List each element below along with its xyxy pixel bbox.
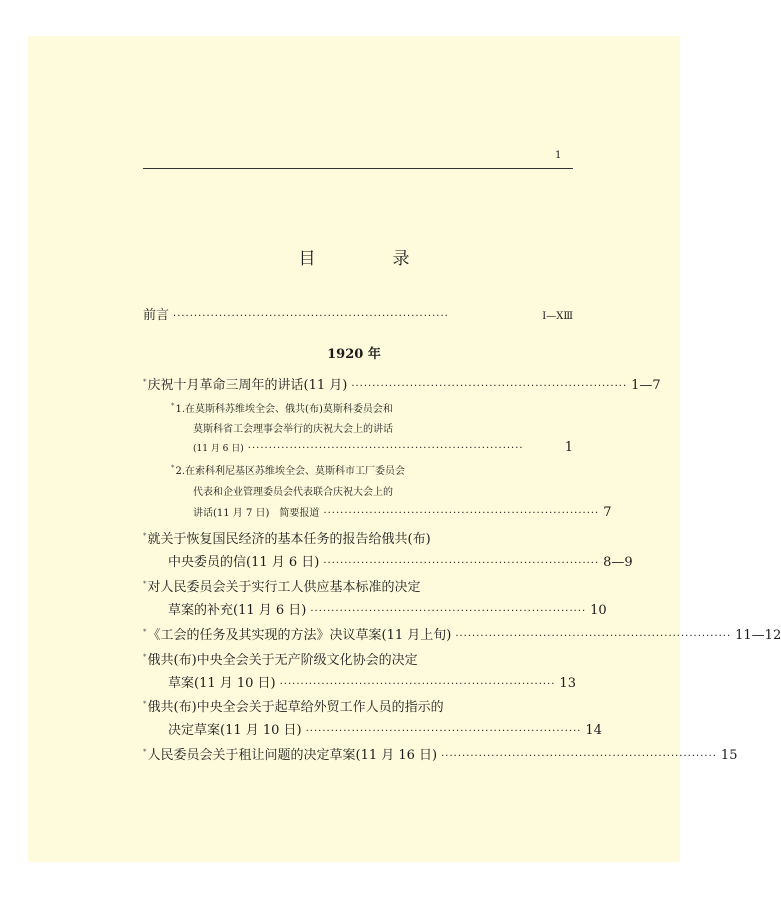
toc-entry-label: (11 月 6 日) (193, 444, 244, 454)
toc-entry[interactable] (143, 624, 781, 643)
page-number: 1 (555, 150, 562, 161)
toc-entry-label: 前言 (143, 308, 170, 323)
toc-entry-pages: 13 (559, 676, 576, 691)
toc-entry-label: 草案(11 月 10 日) (168, 676, 276, 691)
toc-title: 目 录 (298, 249, 440, 269)
year-heading: 1920 年 (327, 347, 381, 362)
toc-entry[interactable] (168, 599, 607, 618)
leader-dots: ·································································· (310, 606, 587, 617)
toc-entry[interactable] (168, 672, 576, 691)
book-page (28, 36, 781, 862)
toc-entry-pages: 14 (585, 723, 602, 738)
toc-entry[interactable] (168, 719, 602, 738)
leader-dots: ·································································· (351, 381, 628, 392)
leader-dots: ·································································· (279, 679, 556, 690)
toc-entry[interactable] (143, 744, 738, 763)
toc-subentry-line: 莫斯科省工会理事会举行的庆祝大会上的讲话 (193, 424, 393, 435)
toc-entry-label: 中央委员的信(11 月 6 日) (168, 555, 320, 570)
toc-subentry-line (171, 462, 405, 477)
toc-entry-label: 庆祝十月革命三周年的讲话(11 月) (147, 378, 348, 393)
annotation-mark: * (143, 747, 147, 756)
leader-dots: ·································································· (173, 311, 449, 322)
toc-entry-pages: 1 (564, 440, 573, 455)
toc-entry-label: 俄共(布)中央全会关于无产阶级文化协会的决定 (147, 653, 418, 668)
toc-entry-label: 人民委员会关于租让问题的决定草案(11 月 16 日) (147, 748, 438, 763)
annotation-mark: * (171, 463, 175, 472)
toc-subentry[interactable] (193, 440, 573, 455)
toc-entry-label: 《工会的任务及其实现的方法》决议草案(11 月上旬) (147, 628, 452, 643)
toc-entry-pages: 11—12 (735, 628, 781, 643)
toc-entry-label: 草案的补充(11 月 6 日) (168, 603, 307, 618)
leader-dots: ·································································· (247, 443, 524, 454)
toc-subentry[interactable] (193, 504, 612, 520)
toc-subentry-line: 代表和企业管理委员会代表联合庆祝大会上的 (193, 487, 393, 498)
toc-entry-label: 就关于恢复国民经济的基本任务的报告给俄共(布) (147, 532, 431, 547)
toc-entry-line (143, 696, 444, 715)
toc-entry-label: 1.在莫斯科苏维埃全会、俄共(布)莫斯科委员会和 (175, 404, 393, 415)
toc-entry-pages: 8—9 (603, 555, 633, 570)
toc-entry-pages: 15 (720, 748, 738, 763)
toc-entry[interactable] (143, 374, 661, 393)
annotation-mark: * (143, 699, 147, 708)
toc-subentry-line (171, 400, 393, 415)
annotation-mark: * (143, 627, 147, 636)
toc-entry-pages: 7 (603, 505, 612, 520)
annotation-mark: * (143, 377, 147, 386)
toc-entry-pages: 10 (590, 603, 607, 618)
toc-entry-pages: Ⅰ—ⅩⅢ (542, 311, 573, 322)
toc-entry-label: 2.在索科利尼基区苏维埃全会、莫斯科市工厂委员会 (175, 466, 406, 477)
leader-dots: ·································································· (323, 508, 600, 519)
toc-entry[interactable] (168, 551, 633, 570)
annotation-mark: * (143, 652, 147, 661)
toc-entry-label: 决定草案(11 月 10 日) (168, 723, 302, 738)
toc-entry-preface[interactable] (143, 304, 573, 323)
toc-entry-line (143, 576, 421, 595)
leader-dots: ·································································· (441, 751, 717, 762)
annotation-mark: * (171, 401, 175, 410)
toc-entry-label: 讲话(11 月 7 日) 简要报道 (193, 508, 320, 519)
toc-entry-line (143, 649, 418, 668)
annotation-mark: * (143, 531, 147, 540)
annotation-mark: * (143, 579, 147, 588)
toc-entry-label: 对人民委员会关于实行工人供应基本标准的决定 (147, 580, 421, 595)
toc-entry-label: 俄共(布)中央全会关于起草给外贸工作人员的指示的 (147, 700, 444, 715)
toc-entry-pages: 1—7 (631, 378, 661, 393)
toc-entry-line (143, 528, 431, 547)
leader-dots: ·································································· (455, 631, 732, 642)
leader-dots: ·································································· (323, 558, 600, 569)
header-rule (143, 168, 573, 169)
leader-dots: ·································································· (305, 726, 582, 737)
